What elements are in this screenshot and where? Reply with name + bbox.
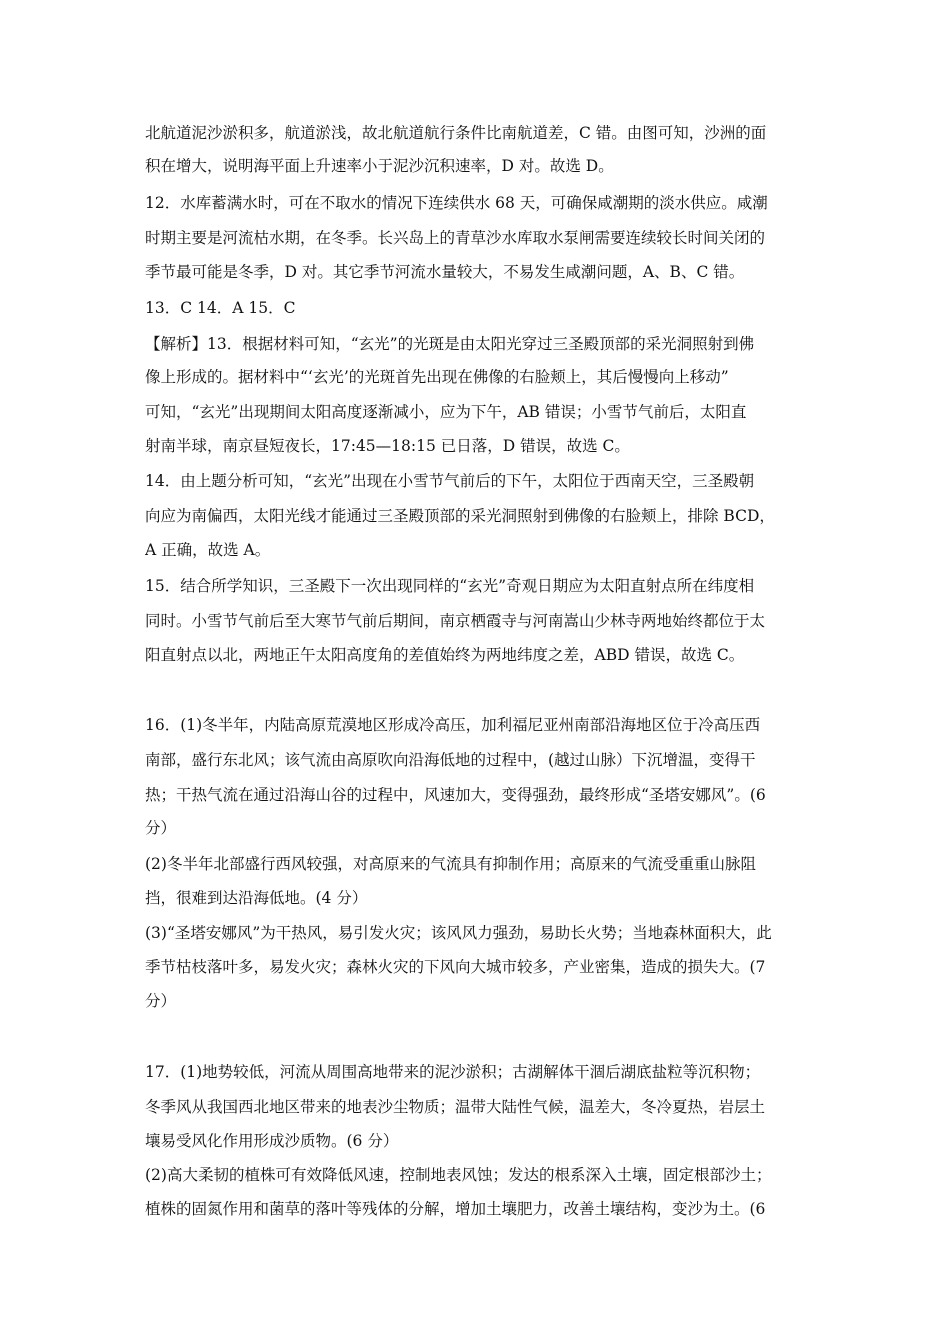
text-line: (2)冬半年北部盛行西风较强，对高原来的气流具有抑制作用；高原来的气流受重重山脉阻 bbox=[145, 855, 756, 873]
text-line: 分） bbox=[145, 819, 177, 837]
text-line: 14．由上题分析可知，“玄光”出现在小雪节气前后的下午，太阳位于西南天空，三圣殿朝 bbox=[145, 472, 755, 490]
text-line: 时期主要是河流枯水期，在冬季。长兴岛上的青草沙水库取水泵闸需要连续较长时间关闭的 bbox=[145, 229, 766, 247]
text-line: 15．结合所学知识，三圣殿下一次出现同样的“玄光”奇观日期应为太阳直射点所在纬度相 bbox=[145, 577, 755, 595]
text-line: 分） bbox=[145, 992, 177, 1010]
text-line: 可知，“玄光”出现期间太阳高度逐渐减小，应为下午，AB 错误；小雪节气前后，太阳直 bbox=[145, 403, 747, 421]
text-line: 热；干热气流在通过沿海山谷的过程中，风速加大，变得强劲，最终形成“圣塔安娜风”。(6 bbox=[145, 786, 766, 804]
text-line: 像上形成的。据材料中“‘玄光’的光斑首先出现在佛像的右脸颊上，其后慢慢向上移动” bbox=[145, 368, 729, 386]
text-line: 13．C 14．A 15．C bbox=[145, 299, 296, 317]
text-line: 向应为南偏西，太阳光线才能通过三圣殿顶部的采光洞照射到佛像的右脸颊上，排除 BCD， bbox=[145, 507, 775, 525]
text-line: (2)高大柔韧的植株可有效降低风速，控制地表风蚀；发达的根系深入土壤，固定根部沙土； bbox=[145, 1166, 772, 1184]
text-line: 季节最可能是冬季，D 对。其它季节河流水量较大，不易发生咸潮问题，A、B、C 错。 bbox=[145, 263, 745, 281]
text-line: 【解析】13．根据材料可知，“玄光”的光斑是由太阳光穿过三圣殿顶部的采光洞照射到佛 bbox=[145, 335, 755, 353]
text-line: 南部，盛行东北风；该气流由高原吹向沿海低地的过程中，(越过山脉）下沉增温，变得干 bbox=[145, 751, 756, 769]
text-line: 植株的固氮作用和菌草的落叶等残体的分解，增加土壤肥力，改善土壤结构，变沙为土。(6 bbox=[145, 1200, 766, 1218]
text-line: 积在增大，说明海平面上升速率小于泥沙沉积速率，D 对。故选 D。 bbox=[145, 157, 614, 175]
text-line: 12．水库蓄满水时，可在不取水的情况下连续供水 68 天，可确保咸潮期的淡水供应。咸潮 bbox=[145, 194, 768, 212]
text-line: 射南半球，南京昼短夜长，17:45—18:15 已日落，D 错误，故选 C。 bbox=[145, 437, 630, 455]
text-line: 北航道泥沙淤积多，航道淤浅，故北航道航行条件比南航道差，C 错。由图可知，沙洲的面 bbox=[145, 124, 767, 142]
text-line: 壤易受风化作用形成沙质物。(6 分） bbox=[145, 1132, 399, 1150]
text-line: 16．(1)冬半年，内陆高原荒漠地区形成冷高压，加利福尼亚州南部沿海地区位于冷高压西 bbox=[145, 716, 761, 734]
text-line: 同时。小雪节气前后至大寒节气前后期间，南京栖霞寺与河南嵩山少林寺两地始终都位于太 bbox=[145, 612, 766, 630]
text-line: 挡，很难到达沿海低地。(4 分） bbox=[145, 889, 368, 907]
text-line: 17．(1)地势较低，河流从周围高地带来的泥沙淤积；古湖解体干涸后湖底盐粒等沉积物； bbox=[145, 1063, 761, 1081]
text-line: 季节枯枝落叶多，易发火灾；森林火灾的下风向大城市较多，产业密集，造成的损失大。(7 bbox=[145, 958, 766, 976]
text-line: A 正确，故选 A。 bbox=[145, 541, 271, 559]
text-line: 阳直射点以北，两地正午太阳高度角的差值始终为两地纬度之差，ABD 错误，故选 C。 bbox=[145, 646, 745, 664]
text-line: (3)“圣塔安娜风”为干热风，易引发火灾；该风风力强劲，易助长火势；当地森林面积大，此 bbox=[145, 924, 772, 942]
text-line: 冬季风从我国西北地区带来的地表沙尘物质；温带大陆性气候，温差大，冬冷夏热，岩层土 bbox=[145, 1098, 766, 1116]
